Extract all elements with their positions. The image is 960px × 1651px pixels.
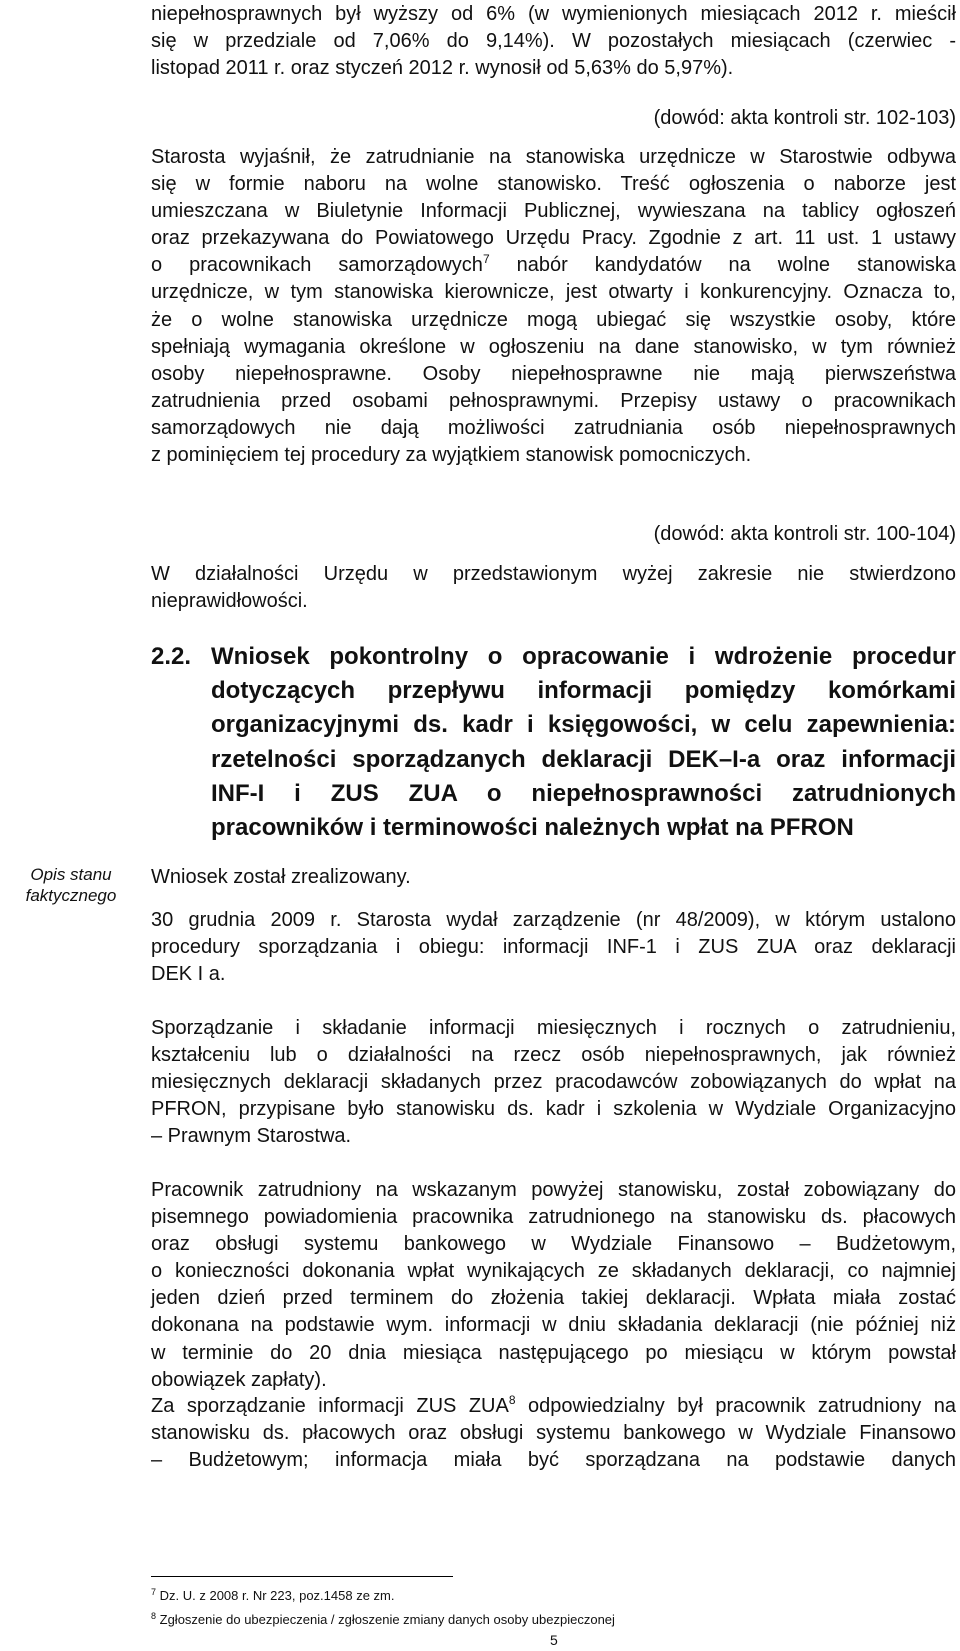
text-line: osoby niepełnosprawne. Osoby niepełnosprawne nie mają pierwszeństwa bbox=[151, 362, 956, 385]
paragraph-5 bbox=[151, 907, 956, 988]
text-line: Sporządzanie i składanie informacji miesięcznych i rocznych o zatrudnieniu, bbox=[151, 1017, 956, 1039]
evidence-reference-1: (dowód: akta kontroli str. 102-103) bbox=[653, 107, 956, 129]
text-line: dokonana na podstawie wym. informacji w dniu składania deklaracji (nie później niż bbox=[151, 1314, 956, 1337]
text-line: zatrudnienia przed osobami pełnosprawnymi. Przepisy ustawy o pracownikach bbox=[151, 389, 956, 412]
paragraph-8 bbox=[151, 1393, 956, 1474]
text-line bbox=[151, 252, 956, 279]
text-line: – Prawnym Starostwa. bbox=[151, 1125, 352, 1148]
text-line bbox=[151, 1393, 956, 1420]
footnote-mark: 7 bbox=[151, 1587, 157, 1597]
text-line: pisemnego powiadomienia pracownika zatrudnionego na stanowisku ds. płacowych bbox=[151, 1206, 956, 1229]
text-line: DEK I a. bbox=[151, 963, 226, 986]
paragraph-2 bbox=[151, 144, 956, 469]
heading-line: organizacyjnymi ds. kadr i księgowości, w celu zapewnienia: bbox=[211, 711, 956, 739]
text-line: 30 grudnia 2009 r. Starosta wydał zarządzenie (nr 48/2009), w którym ustalono bbox=[151, 909, 956, 931]
text-line: Wniosek został zrealizowany. bbox=[151, 866, 411, 888]
text-line: się w formie naboru na wolne stanowisko. Treść ogłoszenia o naborze jest bbox=[151, 173, 956, 196]
section-number: 2.2. bbox=[151, 643, 192, 670]
text-line: W działalności Urzędu w przedstawionym wyżej zakresie nie stwierdzono bbox=[151, 563, 956, 585]
heading-line: Wniosek pokontrolny o opracowanie i wdrożenie procedur bbox=[211, 643, 956, 670]
footnote-7 bbox=[151, 1588, 394, 1604]
sidebar-label-line2: faktycznego bbox=[25, 886, 117, 905]
footnote-text: Dz. U. z 2008 r. Nr 223, poz.1458 ze zm. bbox=[159, 1588, 395, 1603]
paragraph-6 bbox=[151, 1015, 956, 1150]
text-segment: nabór kandydatów na wolne stanowiska bbox=[516, 254, 956, 277]
text-segment: o pracownikach samorządowych bbox=[151, 254, 483, 277]
text-line: spełniają wymagania określone w ogłoszeniu na dane stanowisko, w tym również bbox=[151, 335, 956, 358]
footnote-mark: 8 bbox=[151, 1611, 157, 1621]
heading-line: pracowników i terminowości należnych wpłat na PFRON bbox=[211, 813, 854, 841]
footnote-divider bbox=[151, 1576, 453, 1577]
text-line: oraz przekazywana do Powiatowego Urzędu Pracy. Zgodnie z art. 11 ust. 1 ustawy bbox=[151, 227, 956, 250]
text-line: obowiązek zapłaty). bbox=[151, 1368, 327, 1391]
text-line: kształceniu lub o działalności na rzecz osób niepełnosprawnych, jak również bbox=[151, 1044, 956, 1067]
paragraph-1 bbox=[151, 1, 956, 82]
sidebar-label-line1: Opis stanu bbox=[30, 865, 112, 884]
heading-line: INF-I i ZUS ZUA o niepełnosprawności zatrudnionych bbox=[211, 779, 956, 807]
footnote-ref-7[interactable]: 7 bbox=[482, 252, 490, 267]
text-line: Starosta wyjaśnił, że zatrudnianie na stanowiska urzędnicze w Starostwie odbywa bbox=[151, 146, 956, 168]
section-heading bbox=[211, 640, 956, 845]
text-segment: Za sporządzanie informacji ZUS ZUA bbox=[151, 1395, 509, 1417]
text-line: oraz obsługi systemu bankowego w Wydziale Finansowo – Budżetowym, bbox=[151, 1233, 956, 1256]
sidebar-label bbox=[8, 864, 134, 906]
paragraph-4 bbox=[151, 864, 956, 891]
text-line: miesięcznych deklaracji składanych przez pracodawców zobowiązanych do wpłat na bbox=[151, 1071, 956, 1094]
text-segment: odpowiedzialny był pracownik zatrudniony na bbox=[528, 1395, 957, 1417]
text-line: jeden dzień przed terminem do złożenia takiej deklaracji. Wpłata miała zostać bbox=[151, 1287, 956, 1310]
text-line: listopad 2011 r. oraz styczeń 2012 r. wynosił od 5,63% do 5,97%). bbox=[151, 57, 734, 80]
heading-line: dotyczących przepływu informacji pomiędzy komórkami bbox=[211, 677, 956, 705]
paragraph-3 bbox=[151, 561, 956, 615]
text-line: że o wolne stanowiska urzędnicze mogą ubiegać się wszystkie osoby, które bbox=[151, 308, 956, 331]
text-line: procedury sporządzania i obiegu: informacji INF-1 i ZUS ZUA oraz deklaracji bbox=[151, 936, 956, 959]
text-line: z pominięciem tej procedury za wyjątkiem stanowisk pomocniczych. bbox=[151, 444, 752, 467]
footnote-ref-8[interactable]: 8 bbox=[508, 1393, 516, 1407]
paragraph-7 bbox=[151, 1177, 956, 1394]
text-line: umieszczana w Biuletynie Informacji Publicznej, wywieszana na tablicy ogłoszeń bbox=[151, 200, 956, 223]
heading-line: rzetelności sporządzanych deklaracji DEK–I-a oraz informacji bbox=[211, 745, 956, 773]
text-line: samorządowych nie dają możliwości zatrudniania osób niepełnosprawnych bbox=[151, 416, 956, 439]
text-line: Pracownik zatrudniony na wskazanym powyżej stanowisku, został zobowiązany do bbox=[151, 1179, 956, 1201]
footnote-text: Zgłoszenie do ubezpieczenia / zgłoszenie zmiany danych osoby ubezpieczonej bbox=[159, 1612, 615, 1627]
evidence-reference-2: (dowód: akta kontroli str. 100-104) bbox=[653, 523, 956, 545]
page-number: 5 bbox=[550, 1632, 558, 1648]
text-line: urzędnicze, w tym stanowiska kierownicze, jest otwarty i konkurencyjny. Oznacza to, bbox=[151, 281, 956, 304]
text-line: – Budżetowym; informacja miała być sporządzana na podstawie danych bbox=[151, 1449, 956, 1472]
footnote-8 bbox=[151, 1612, 615, 1628]
text-line: o konieczności dokonania wpłat wynikających ze składanych deklaracji, co najmniej bbox=[151, 1260, 956, 1283]
text-line: niepełnosprawnych był wyższy od 6% (w wymienionych miesiącach 2012 r. mieścił bbox=[151, 3, 956, 25]
text-line: PFRON, przypisane było stanowisku ds. kadr i szkolenia w Wydziale Organizacyjno bbox=[151, 1098, 956, 1121]
text-line: nieprawidłowości. bbox=[151, 590, 308, 613]
text-line: w terminie do 20 dnia miesiąca następującego po miesiącu w którym powstał bbox=[151, 1341, 956, 1364]
text-line: stanowisku ds. płacowych oraz obsługi systemu bankowego w Wydziale Finansowo bbox=[151, 1422, 956, 1445]
text-line: się w przedziale od 7,06% do 9,14%). W pozostałych miesiącach (czerwiec - bbox=[151, 30, 956, 53]
